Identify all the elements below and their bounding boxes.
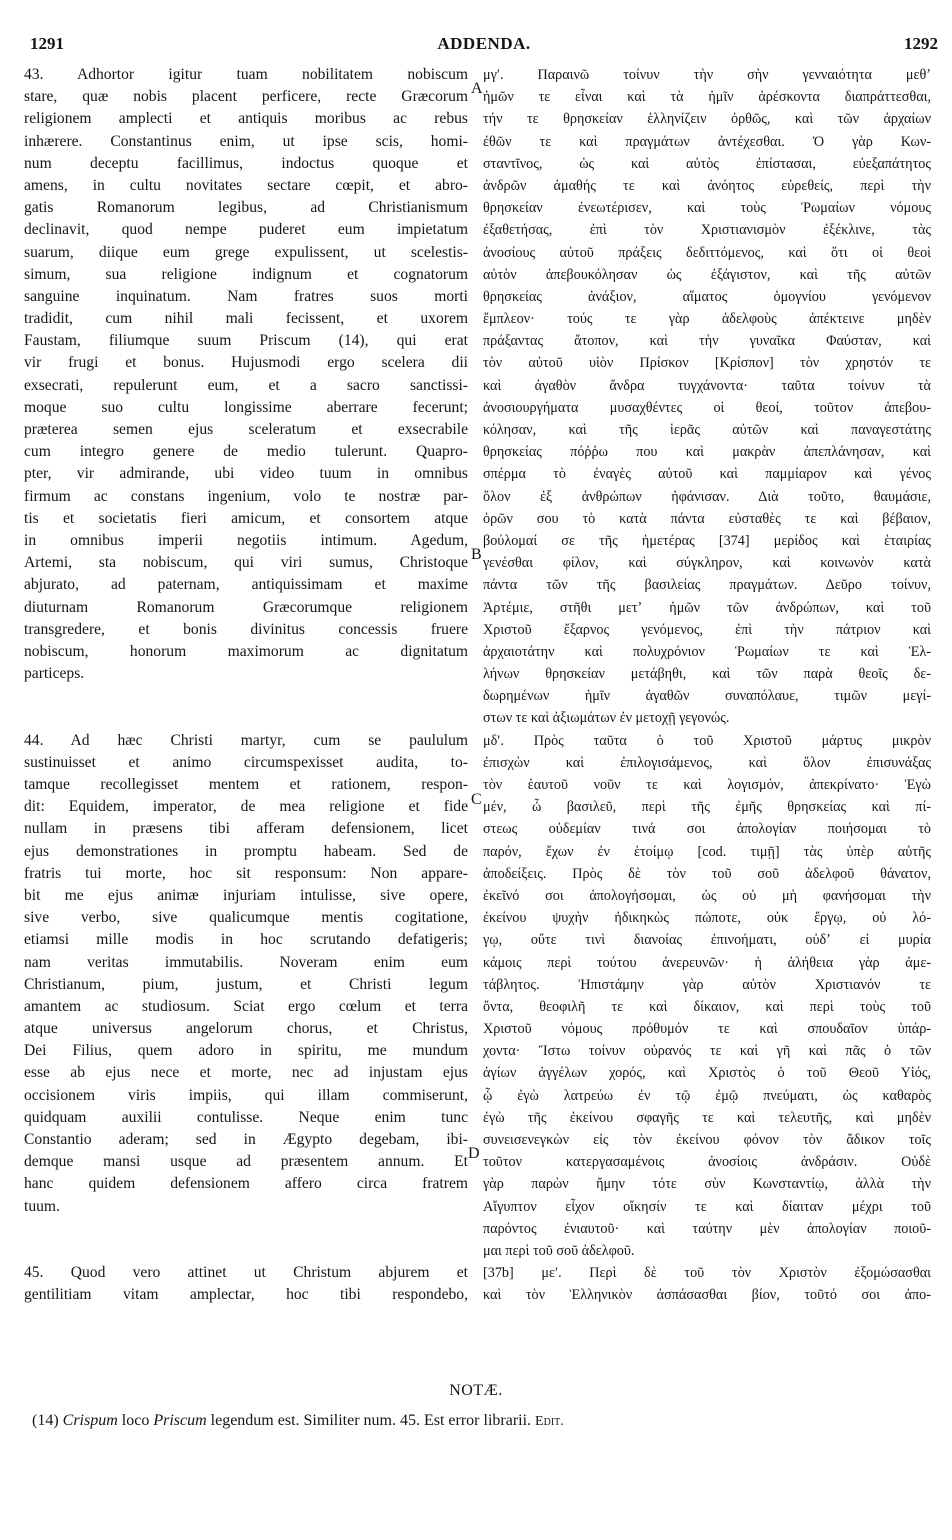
greek-line: Ἀρτέμιε, στῆθι μετʼ ἡμῶν τῶν ἀνδρώπων, καὶ τοῦ — [483, 599, 931, 616]
greek-line: ἐθῶν τε καὶ πραγμάτων ἀντέχεσθαι. Ὁ γὰρ Κων- — [483, 133, 931, 150]
latin-line: demque mansi usque ad præsentem annum. Et — [24, 1153, 468, 1171]
greek-line: τήν τε θρησκείαν ἑλληνίζειν ὀρθῶς, καὶ τῶν ἀρχαίων — [483, 111, 931, 128]
greek-line: τὸν αὐτοῦ υἱὸν Πρίσκον [Κρίσπον] τὸν χρηστόν τε — [483, 355, 931, 372]
latin-line: præterea semen ejus sceleratum et exsecrabile — [24, 421, 468, 438]
greek-line: κόλησαν, καὶ τῆς ἱερᾶς αὐτῶν καὶ παναγεστάτης — [483, 422, 931, 438]
latin-line: atque universus angelorum chorus, et Christus, — [24, 1020, 468, 1038]
latin-line: etiamsi mille modis in hoc scrutando defatigeris; — [24, 931, 468, 949]
greek-line: παρόντος ἐνιαυτοῦ· καὶ ταύτην μὲν ἀπολογίαν ποιοῦ- — [483, 1220, 931, 1237]
latin-line: hanc quidem defensionem affero circa fratrem — [24, 1175, 468, 1193]
greek-line: λήνων θρησκείαν μετάβηθι, καὶ τῶν παρὰ θεοῖς δε- — [483, 666, 931, 683]
latin-line: nam veritas immutabilis. Noveram enim eum — [24, 953, 468, 971]
latin-line: 44. Ad hæc Christi martyr, cum se paululum — [24, 731, 468, 749]
greek-line: θρησκείας πόῤῥω που καὶ μακρὰν ἀπεπλάνησαν, καὶ — [483, 444, 931, 461]
greek-line: στεως οὐδεμίαν τινά σοι ἀπολογίαν ποιήσομαι τὸ — [483, 821, 931, 838]
latin-line: esse ab ejus nece et morte, nec ad injustam ejus — [24, 1064, 468, 1082]
greek-line: ὄντα, θεοφιλῆ τε καὶ δίκαιον, καὶ περὶ τοὺς τοῦ — [483, 998, 931, 1015]
greek-line: ἐξαθετήσας, ἐπὶ τὸν Χριστιανισμὸν ἐξέκλινε, τὰς — [483, 222, 931, 239]
latin-line: Artemi, sta nobiscum, qui viri sumus, Christoque — [24, 554, 468, 572]
greek-line: καὶ ἀγαθὸν ἄνδρα τυγχάνοντα· ταῦτα τοίνυν τὰ — [483, 377, 931, 394]
latin-line: tamque recollegisset mentem et rationem, respon- — [24, 776, 468, 793]
greek-line: μγʹ. Παραινῶ τοίνυν τὴν σὴν γενναιότητα μεθʼ — [483, 67, 931, 83]
greek-line: ἁγίων ἀγγέλων χορός, καὶ Χριστὸς ὁ τοῦ Θεοῦ Υἱός, — [483, 1065, 931, 1082]
latin-line: exsecrati, repulerunt eum, et a sacro sanctissi- — [24, 376, 468, 394]
greek-line: χοντα· Ἴστω τοίνυν οὐρανός τε καὶ γῆ καὶ πᾶς ὁ τῶν — [483, 1043, 931, 1060]
latin-line: nobiscum, honorum maximorum ac dignitatum — [24, 642, 468, 660]
greek-line: σπέρμα τὸ ἐναγὲς αὐτοῦ καὶ παμμίαρον καὶ γένος — [483, 466, 931, 483]
latin-line: particeps. — [24, 665, 85, 683]
latin-line — [24, 1218, 468, 1240]
running-title: ADDENDA. — [437, 34, 531, 53]
latin-line: tis et societatis fieri amicum, et consortem atque — [24, 509, 468, 527]
greek-line: πάντα τῶν τῆς βασιλείας πραγμάτων. Δεῦρο τοίνυν, — [483, 577, 931, 594]
greek-line: Χριστοῦ ἔξαρνος γενόμενος, ἐπὶ τὴν πάτριον καὶ — [483, 621, 931, 638]
footnote-word-priscum: Priscum — [153, 1412, 207, 1429]
footnote-word-crispum: Crispum — [62, 1412, 118, 1429]
greek-line: ἐκεῖνό σοι ἀπολογήσομαι, ὡς οὐ μὴ φανήσομαι τὴν — [483, 887, 931, 904]
page-header — [30, 34, 938, 58]
greek-line: ᾧ ἐγὼ λατρεύω ἐν τῷ ἐμῷ πνεύματι, ὡς καθαρὸς — [483, 1087, 931, 1104]
greek-line: τὸν ἑαυτοῦ νοῦν τε καὶ λογισμόν, ἀπεκρίνατο· Ἐγὼ — [483, 777, 931, 793]
footnote-14 — [32, 1412, 564, 1430]
latin-line: abjurato, ad paternam, antiquissimam et maxime — [24, 576, 468, 594]
greek-line: πράξαντας ἄτοπον, καὶ τὴν γυναῖκα Φαύσταν, καὶ — [483, 333, 931, 350]
latin-line: Constantio aderam; sed in Ægypto degebam, ibi- — [24, 1131, 468, 1148]
greek-line: στων τε καὶ ἀξιωμάτων ἐν μετοχῇ γεγονώς. — [483, 710, 730, 727]
latin-line: sanguine inquinatum. Nam fratres suos morti — [24, 287, 468, 305]
latin-line — [24, 707, 468, 729]
latin-line: vir frugi et bonus. Hujusmodi ergo scelera dii — [24, 354, 468, 372]
greek-line: Χριστοῦ νόμους πρόθυμόν τε καὶ σπουδαῖον ὑπάρ- — [483, 1021, 931, 1038]
greek-line: θρησκείας ἀνάξιον, αἵματος ὁμογνίου γενόμενον — [483, 288, 931, 305]
greek-line: γῳ, οὔτε τινὶ διανοίας ἐπινοήματι, οὐδʼ εἰ μυρία — [483, 932, 931, 949]
latin-line: dit: Equidem, imperator, de mea religione et fide — [24, 798, 468, 816]
greek-line: καὶ τὸν Ἑλληνικὸν ἀσπάσασθαι βίον, τοῦτό σοι ἀπο- — [483, 1287, 931, 1304]
margin-letter-b: B — [471, 546, 482, 563]
greek-line: ἀποδείξεις. Πρὸς δὲ τὸν τοῦ σοῦ ἀδελφοῦ θάνατον, — [483, 865, 931, 882]
greek-line: δωρημένων ἡμῖν ἀγαθῶν συναπόλαυε, τιμῶν μεγί- — [483, 688, 931, 705]
greek-line: ἀνοσιουργήματα μυσαχθέντες οἱ θεοί, τοῦτον ἀπεβου- — [483, 399, 931, 416]
latin-line: bit me ejus animæ injuriam intulisse, sive opere, — [24, 886, 468, 904]
page-number-left: 1291 — [30, 34, 64, 53]
latin-line: religionem amplecti et antiquis moribus ac rebus — [24, 110, 468, 128]
latin-line: sustinuisset et animo circumspexisset audita, to- — [24, 753, 468, 771]
latin-line: ejus demonstrationes in promptu habeam. Sed de — [24, 842, 468, 860]
greek-line: ἀνδρῶν ἀμαθής τε καὶ ἀνόητος εὑρεθείς, περὶ τὴν — [483, 177, 931, 194]
latin-line: cum integro genere de medio tulerunt. Quapro- — [24, 443, 468, 461]
greek-line: ἀνοσίους αὐτοῦ πράξεις δεδιττόμενος, καὶ ὅτι οἱ θεοὶ — [483, 244, 931, 261]
latin-line: Christianum, pium, justum, et Christi legum — [24, 975, 468, 993]
greek-line: μαι περὶ τοῦ σοῦ ἀδελφοῦ. — [483, 1242, 635, 1259]
greek-line: γὰρ παρὼν ἤμην τότε σὺν Κωνσταντίῳ, ἀλλὰ τὴν — [483, 1176, 931, 1193]
latin-line: diuturnam Romanorum Græcorumque religionem — [24, 598, 468, 616]
greek-line: ἐκείνου ψυχὴν ἠδικηκὼς πώποτε, οὐκ ἔργῳ, οὐ λό- — [483, 910, 931, 927]
latin-line: num deceptu facillimus, indoctus quoque et — [24, 154, 468, 172]
page-number-right: 1292 — [904, 34, 938, 53]
greek-line: κάμοις περὶ τούτου ἀνερευνῶν· ἡ ἀλήθεια γὰρ ἀμε- — [483, 954, 931, 971]
greek-line: θρησκείαν ἐνεωτέρισεν, καὶ τοὺς Ῥωμαίων νόμους — [483, 200, 931, 217]
latin-line: nullam in præsens tibi afferam defensionem, licet — [24, 820, 468, 838]
footnote-edit: Edit. — [535, 1414, 564, 1429]
latin-line: pter, vir admirande, ubi video tuum in omnibus — [24, 465, 468, 483]
greek-line: παρόν, ἔχων ἐν ἑτοίμῳ [cod. τιμῇ] τὰς ὑπὲρ αὐτῆς — [483, 843, 931, 860]
greek-line: αὐτὸν ἀπεβουκόλησαν ὡς ἐξάγιστον, καὶ τῆς αὐτῶν — [483, 266, 931, 283]
latin-column — [24, 64, 468, 1307]
greek-line: [37b] μεʹ. Περὶ δὲ τοῦ τὸν Χριστὸν ἐξομώσασθαι — [483, 1265, 931, 1282]
latin-line: stare, quæ nobis placent perficere, recte Græcorum — [24, 88, 468, 106]
greek-line: γενέσθαι φίλον, καὶ σύγκληρον, καὶ κοινωνὸν κατὰ — [483, 555, 931, 572]
latin-line: fratris tui morte, hoc sit responsum: Non appare- — [24, 864, 468, 882]
latin-line — [24, 1240, 468, 1262]
greek-line: ἡμῶν τε εἶναι καὶ τὰ ἡμῖν ἀρέσκοντα διαπράττεσθαι, — [483, 89, 931, 106]
latin-line: tradidit, cum nihil mali fecissent, et uxorem — [24, 310, 468, 328]
latin-line: tuum. — [24, 1197, 60, 1215]
greek-line: ἀρχαιοτάτην καὶ πολυχρόνιον Ῥωμαίων τε καὶ Ἑλ- — [483, 643, 931, 660]
greek-line: μέν, ὦ βασιλεῦ, περὶ τῆς ἐμῆς θρησκείας καὶ πί- — [483, 799, 931, 816]
latin-line: occisionem viris impiis, qui illam commiserunt, — [24, 1086, 468, 1104]
greek-column — [483, 64, 931, 1307]
greek-line: Αἴγυπτον εἶχον οἴκησίν τε καὶ δίαιταν μέχρι τοῦ — [483, 1198, 931, 1215]
greek-line: τοῦτον κατεργασαμένοις ἀνοσίοις ἀνδράσιν. Οὐδὲ — [483, 1154, 931, 1171]
greek-line: ἔμπλεον· τούς τε γὰρ ἀδελφοὺς ἀπέκτεινε μηδὲν — [483, 311, 931, 328]
greek-line: ὅλον ἐξ ἀνθρώπων ἠφάνισαν. Διὰ τοῦτο, θαυμάσιε, — [483, 488, 931, 505]
latin-line: Dei Filius, quem adoro in spiritu, me mundum — [24, 1042, 468, 1060]
latin-line: sive verbo, sive qualicumque mentis cogitatione, — [24, 909, 468, 927]
latin-line: 43. Adhortor igitur tuam nobilitatem nobiscum — [24, 66, 468, 83]
greek-line: σταντῖνος, ὡς καὶ αὐτὸς ἐπίστασαι, εὐεξαπάτητος — [483, 155, 931, 172]
greek-line: ἐπισχὼν καὶ ἐπιλογισάμενος, καὶ ὅλον ἐπισυνάξας — [483, 754, 931, 771]
notes-title: NOTÆ. — [449, 1382, 503, 1399]
latin-line: firmum ac constans ingenium, volo te nostræ par- — [24, 487, 468, 505]
greek-line: ἐγὼ τῆς ἐκείνου σφαγῆς τε καὶ τελευτῆς, καὶ μηδὲν — [483, 1109, 931, 1126]
latin-line: 45. Quod vero attinet ut Christum abjurem et — [24, 1264, 468, 1282]
latin-line: declinavit, quod nempe puderet eum impietatum — [24, 221, 468, 239]
latin-line: gatis Romanorum legibus, ad Christianismum — [24, 199, 468, 217]
footnote-text-loco: loco — [121, 1412, 150, 1429]
latin-line: gentilitiam vitam amplectar, hoc tibi respondebo, — [24, 1286, 468, 1304]
latin-line: quidquam auxilii contulisse. Neque enim tunc — [24, 1108, 468, 1126]
footnote-text: legendum est. Similiter num. 45. Est error librarii. — [210, 1412, 532, 1429]
footnote-number: (14) — [32, 1412, 59, 1429]
greek-line: βούλομαί σε τῆς ἡμετέρας [374] μερίδος καὶ ἑταιρίας — [483, 532, 931, 549]
latin-line: transgredere, et bonis divinitus concessis fruere — [24, 620, 468, 638]
latin-line — [24, 685, 468, 707]
greek-line: συνεισενεγκὼν εἰς τὸν ἐκείνου φόνον τὸν ἄδικον τοῖς — [483, 1132, 931, 1148]
latin-line: inhærere. Constantinus enim, ut ipse scis, homi- — [24, 132, 468, 150]
greek-line: μδʹ. Πρὸς ταῦτα ὁ τοῦ Χριστοῦ μάρτυς μικρὸν — [483, 732, 931, 749]
latin-line: amantem ac studiosum. Sciat ergo cœlum et terra — [24, 997, 468, 1015]
greek-line: ὁρῶν σου τὸ κατὰ πάντα εὐσταθὲς τε καὶ βέβαιον, — [483, 510, 931, 527]
margin-letter-d: D — [468, 1145, 480, 1162]
margin-letter-a: A — [471, 80, 483, 97]
margin-letter-c: C — [471, 791, 482, 808]
latin-line: in omnibus imperii negotiis intimum. Agedum, — [24, 531, 468, 549]
latin-line: Faustam, filiumque suum Priscum (14), qui erat — [24, 332, 468, 350]
latin-line: suarum, diique eum grege expulissent, ut scelestis- — [24, 243, 468, 261]
latin-line: moque suo cultu longissime aberrare fecerunt; — [24, 398, 468, 416]
greek-line: τάβλητος. Ἠπιστάμην γὰρ αὐτὸν Χριστιανόν τε — [483, 976, 931, 993]
latin-line: simum, sua religione indignum et cognatorum — [24, 265, 468, 283]
latin-line: amens, in cultu novitates sectare cœpit, et abro- — [24, 176, 468, 194]
